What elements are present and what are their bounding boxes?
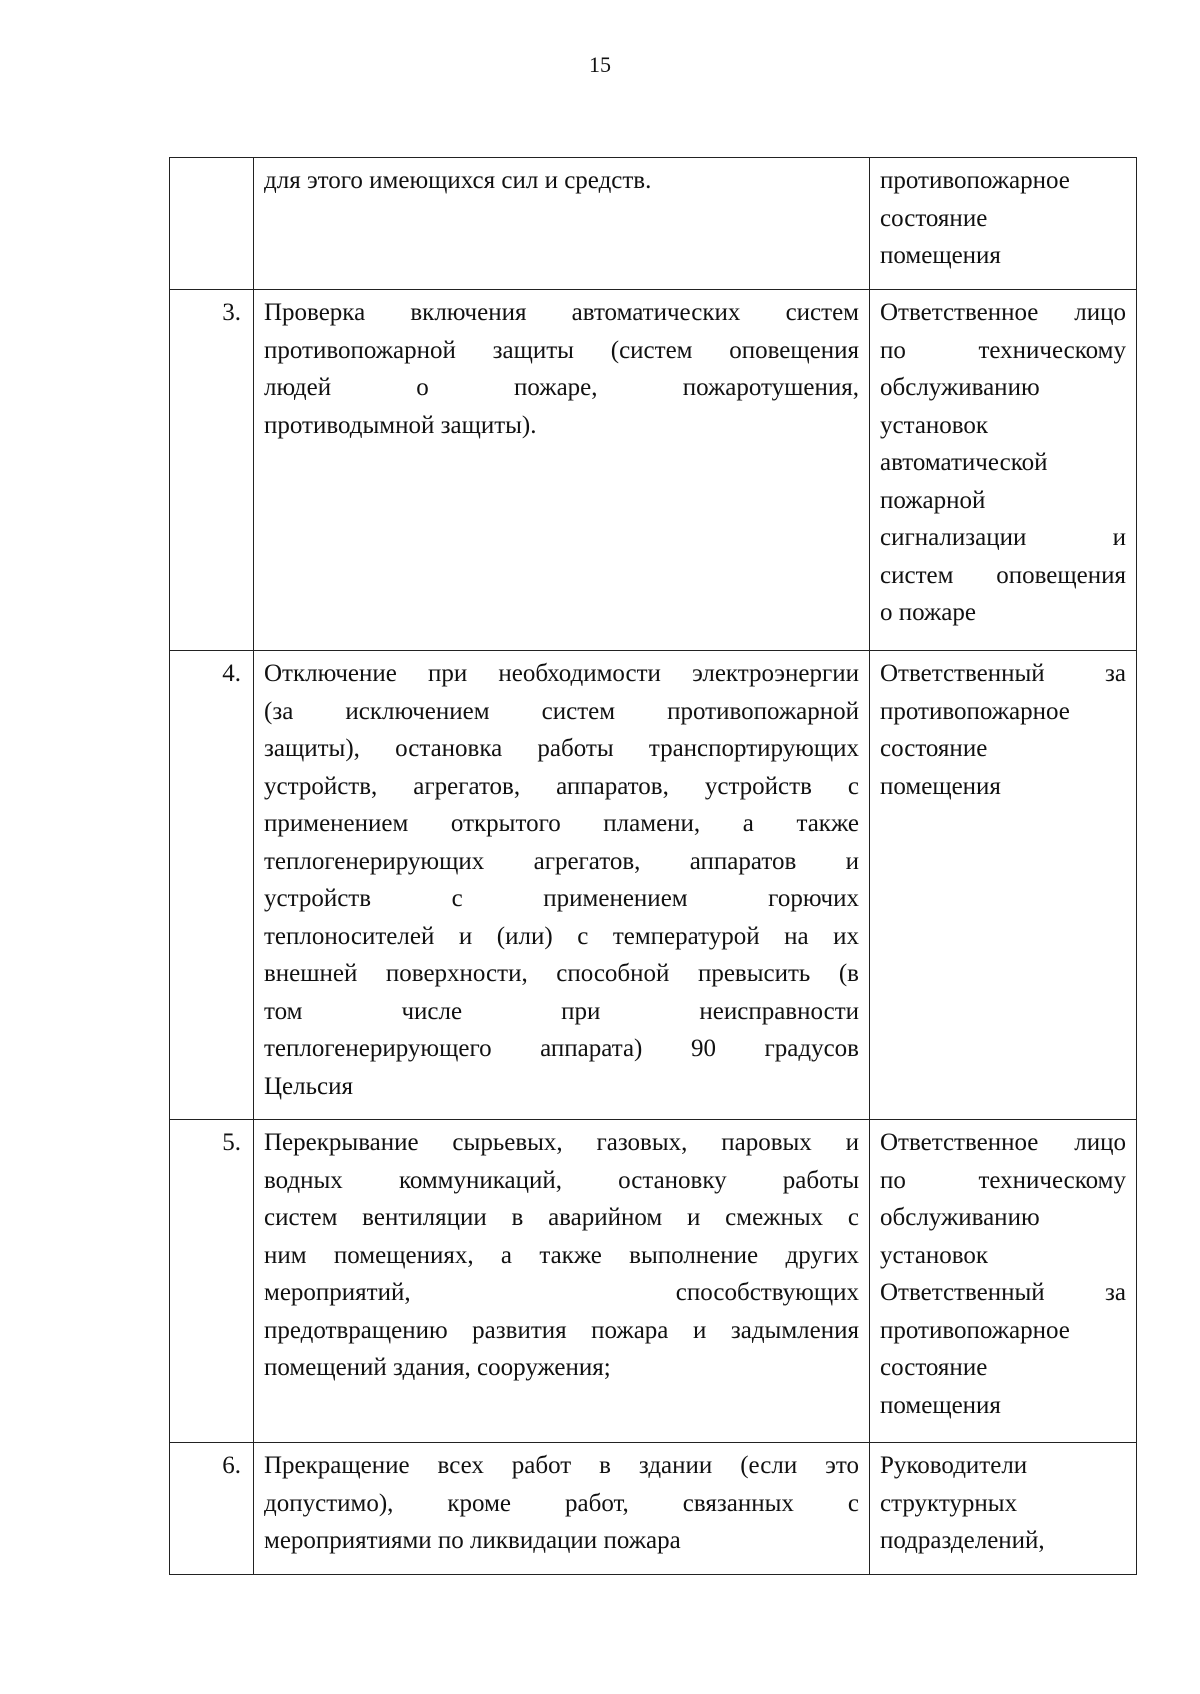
text-line: Ответственный за [880, 1279, 1126, 1306]
text-line: Перекрывание сырьевых, газовых, паровых и [264, 1129, 859, 1156]
table-row [170, 158, 1137, 290]
table-row [170, 651, 1137, 1120]
text-line: Проверка включения автоматических систем [264, 299, 859, 326]
text-line: противопожарной защиты (систем оповещения [264, 336, 859, 364]
row-responsible [870, 290, 1137, 651]
text-line: помещения [880, 1391, 1001, 1419]
row-number: 6. [170, 1443, 254, 1575]
text-line: Ответственный за [880, 660, 1126, 687]
text-line: (за исключением систем противопожарной [264, 697, 859, 725]
text-line: мероприятиями по ликвидации пожара [264, 1527, 681, 1554]
text-line: о пожаре [880, 599, 976, 626]
text-line: автоматической [880, 449, 1048, 476]
text-line: пожарной [880, 486, 986, 514]
row-description [254, 1120, 870, 1443]
text-line: по техническому [880, 336, 1126, 364]
table-row [170, 290, 1137, 651]
text-line: Ответственное лицо [880, 299, 1126, 326]
row-responsible [870, 651, 1137, 1120]
row-number: 4. [170, 651, 254, 1120]
text-line: Прекращение всех работ в здании (если это [264, 1452, 859, 1479]
text-line: помещения [880, 242, 1001, 269]
row-description [254, 651, 870, 1120]
page-number: 15 [589, 52, 611, 77]
text-line: состояние [880, 735, 988, 762]
text-line: внешней поверхности, способной превысить (в [264, 960, 859, 987]
text-line: противодымной защиты). [264, 411, 537, 439]
text-line: систем оповещения [880, 561, 1126, 589]
text-line: состояние [880, 204, 988, 232]
text-line: теплогенерирующего аппарата) 90 градусов [264, 1035, 859, 1062]
row-responsible [870, 158, 1137, 290]
actions-table [169, 157, 1137, 1575]
text-line: сигнализации и [880, 524, 1126, 551]
text-line: Ответственное лицо [880, 1129, 1126, 1156]
text-line: обслуживанию [880, 1204, 1040, 1231]
text-line: устройств, агрегатов, аппаратов, устройств с [264, 772, 859, 800]
text-line: противопожарное [880, 697, 1070, 725]
text-line: помещения [880, 772, 1001, 800]
text-line: противопожарное [880, 167, 1070, 194]
row-responsible [870, 1120, 1137, 1443]
table-row [170, 1120, 1137, 1443]
text-line: водных коммуникаций, остановку работы [264, 1166, 859, 1194]
text-line: людей о пожаре, пожаротушения, [264, 374, 859, 401]
row-description [254, 290, 870, 651]
row-number: 3. [170, 290, 254, 651]
text-line: том числе при неисправности [264, 997, 859, 1025]
text-line: подразделений, [880, 1527, 1045, 1554]
text-line: устройств с применением горючих [264, 885, 859, 912]
text-line: предотвращению развития пожара и задымления [264, 1316, 859, 1344]
row-number: 5. [170, 1120, 254, 1443]
row-description [254, 1443, 870, 1575]
text-line: Отключение при необходимости электроэнергии [264, 660, 859, 687]
text-line: защиты), остановка работы транспортирующих [264, 735, 859, 762]
row-number [170, 158, 254, 290]
row-responsible [870, 1443, 1137, 1575]
text-line: теплогенерирующих агрегатов, аппаратов и [264, 847, 859, 875]
text-line: по техническому [880, 1166, 1126, 1194]
text-line: систем вентиляции в аварийном и смежных с [264, 1204, 859, 1231]
text-line: ним помещениях, а также выполнение других [264, 1241, 859, 1269]
table-row [170, 1443, 1137, 1575]
text-line: обслуживанию [880, 374, 1040, 401]
text-line: противопожарное [880, 1316, 1070, 1344]
text-line: установок [880, 411, 989, 439]
text-line: структурных [880, 1489, 1018, 1517]
text-line: мероприятий, способствующих [264, 1279, 859, 1306]
text-line: состояние [880, 1354, 988, 1381]
text-line: теплоносителей и (или) с температурой на их [264, 922, 859, 950]
text-line: помещений здания, сооружения; [264, 1354, 611, 1381]
text-line: допустимо), кроме работ, связанных с [264, 1489, 859, 1517]
text-line: для этого имеющихся сил и средств. [264, 167, 652, 194]
text-line: Руководители [880, 1452, 1028, 1479]
text-line: Цельсия [264, 1072, 354, 1100]
table-body [170, 158, 1137, 1575]
row-description [254, 158, 870, 290]
text-line: применением открытого пламени, а также [264, 810, 859, 837]
text-line: установок [880, 1241, 989, 1269]
